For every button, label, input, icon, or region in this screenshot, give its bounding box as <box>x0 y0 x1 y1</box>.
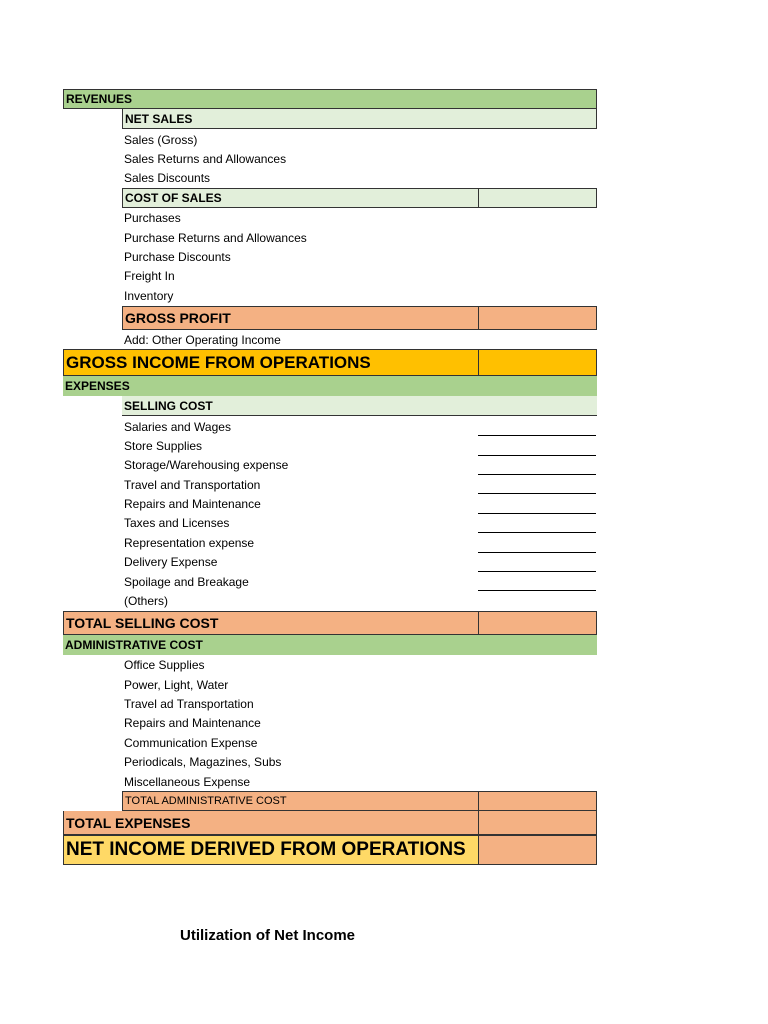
total-selling-cost-label: TOTAL SELLING COST <box>66 615 219 631</box>
line-item: Sales Discounts <box>124 170 211 185</box>
line-item: Spoilage and Breakage <box>124 574 249 589</box>
total-administrative-cost-label: TOTAL ADMINISTRATIVE COST <box>125 795 287 807</box>
line-item: Purchases <box>124 210 181 225</box>
total-selling-cost-row <box>63 611 479 635</box>
line-item: Store Supplies <box>124 438 203 453</box>
cost-of-sales-header <box>122 188 479 208</box>
line-item: Sales Returns and Allowances <box>124 151 287 166</box>
line-item: Add: Other Operating Income <box>124 332 281 347</box>
gross-profit-row <box>122 306 479 330</box>
line-item: Delivery Expense <box>124 554 218 569</box>
expenses-heading: EXPENSES <box>65 379 130 393</box>
line-item: Sales (Gross) <box>124 132 198 147</box>
selling-cost-header <box>122 396 597 416</box>
line-item: Travel and Transportation <box>124 477 261 492</box>
gross-income-label: GROSS INCOME FROM OPERATIONS <box>66 352 371 372</box>
cost-of-sales-label: COST OF SALES <box>125 191 222 205</box>
line-item: Purchase Returns and Allowances <box>124 230 307 245</box>
net-sales-header <box>122 109 597 129</box>
amount-underline <box>478 571 596 572</box>
expenses-header <box>63 376 597 396</box>
amount-underline <box>478 474 596 475</box>
amount-underline <box>478 455 596 456</box>
gross-income-row <box>63 349 479 376</box>
line-item: Inventory <box>124 288 174 303</box>
net-income-amount-cell <box>478 835 597 865</box>
amount-underline <box>478 493 596 494</box>
line-item: Travel ad Transportation <box>124 696 254 711</box>
line-item: Repairs and Maintenance <box>124 715 261 730</box>
amount-underline <box>478 513 596 514</box>
amount-underline <box>478 435 596 436</box>
line-item: Salaries and Wages <box>124 419 231 434</box>
net-income-row <box>63 835 479 865</box>
cost-of-sales-amount-cell <box>478 188 597 208</box>
line-item: Storage/Warehousing expense <box>124 457 289 472</box>
utilization-title <box>180 924 355 946</box>
gross-profit-label: GROSS PROFIT <box>125 310 231 326</box>
total-expenses-label: TOTAL EXPENSES <box>66 814 191 831</box>
administrative-cost-header <box>63 635 597 655</box>
line-item: (Others) <box>124 593 169 608</box>
line-item: Office Supplies <box>124 657 205 672</box>
total-selling-cost-amount-cell <box>478 611 597 635</box>
gross-income-amount-cell <box>478 349 597 376</box>
line-item: Freight In <box>124 268 175 283</box>
net-income-label: NET INCOME DERIVED FROM OPERATIONS <box>66 839 466 860</box>
line-item: Communication Expense <box>124 735 258 750</box>
utilization-label: Utilization of Net Income <box>180 926 356 944</box>
amount-underline <box>478 590 596 591</box>
total-expenses-amount-cell <box>478 811 597 835</box>
line-item: Taxes and Licenses <box>124 515 230 530</box>
administrative-cost-label: ADMINISTRATIVE COST <box>65 638 203 652</box>
line-item: Power, Light, Water <box>124 677 229 692</box>
amount-underline <box>478 532 596 533</box>
line-item: Periodicals, Magazines, Subs <box>124 754 282 769</box>
selling-cost-label: SELLING COST <box>124 398 213 413</box>
line-item: Repairs and Maintenance <box>124 496 261 511</box>
net-sales-label: NET SALES <box>125 111 193 126</box>
revenues-heading: REVENUES <box>66 92 133 106</box>
revenues-header <box>63 89 597 109</box>
line-item: Miscellaneous Expense <box>124 774 251 789</box>
line-item: Purchase Discounts <box>124 249 231 264</box>
total-administrative-cost-row <box>122 791 479 811</box>
amount-underline <box>478 552 596 553</box>
gross-profit-amount-cell <box>478 306 597 330</box>
line-item: Representation expense <box>124 535 255 550</box>
total-administrative-cost-amount-cell <box>478 791 597 811</box>
total-expenses-row <box>63 811 479 835</box>
